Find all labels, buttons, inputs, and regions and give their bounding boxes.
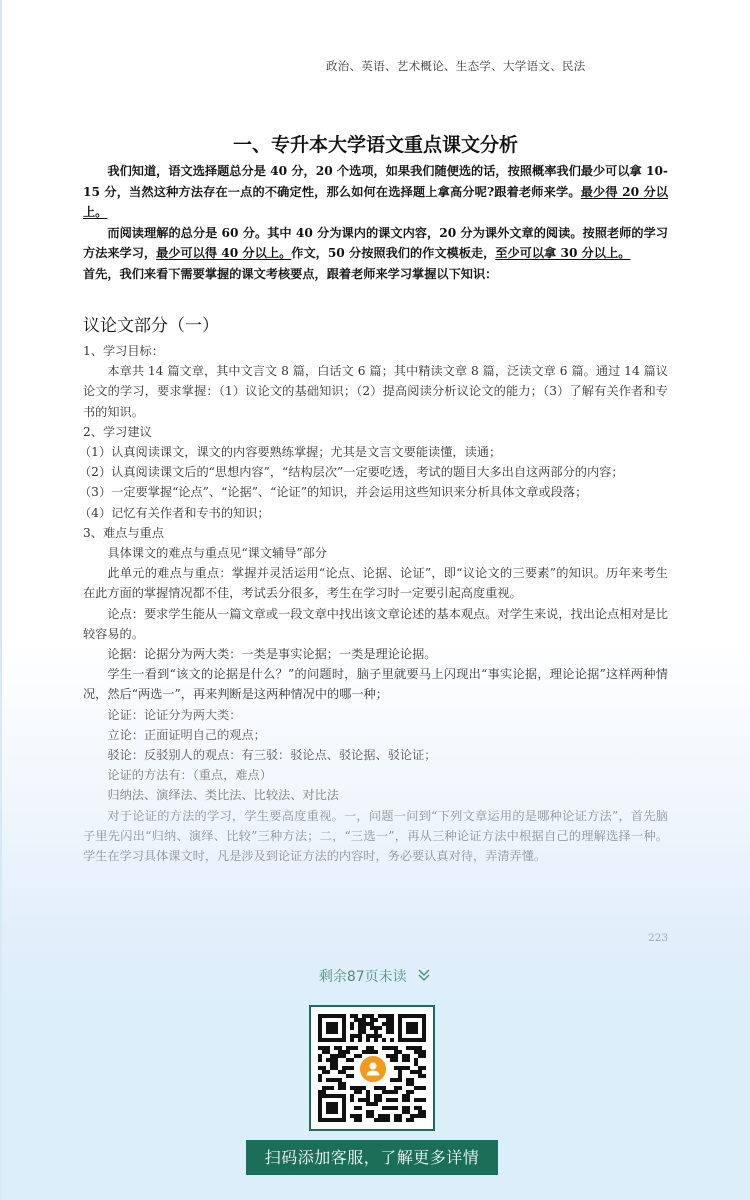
- qr-code: [309, 1005, 435, 1131]
- body-paragraph: 本章共 14 篇文章，其中文言文 8 篇，白话文 6 篇；其中精读文章 8 篇，泛读文章 6 篇。通过 14 篇议论文的学习，要求掌握：（1）议论文的基础知识；（2）提高阅读分析议论文的能力；（3）了解有关作者和专书的知识。: [83, 364, 668, 419]
- advice-item-4: （4）记忆有关作者和专书的知识；: [79, 505, 270, 520]
- body-paragraph: 具体课文的难点与重点见“课文辅导”部分: [107, 546, 328, 561]
- body-paragraph: 论据：论据分为两大类：一类是事实论据；一类是理论论据。: [107, 647, 437, 662]
- body-paragraph: 此单元的难点与重点：掌握并灵活运用“论点、论据、论证”，即“议论文的三要素”的知识。历年来考生在此方面的掌握情况都不佳，考试丢分很多，考生在学习时一定要引起高度重视。: [83, 566, 668, 601]
- user-avatar-icon: [358, 1054, 388, 1084]
- body-paragraph: 对于论证的方法的学习，学生要高度重视。一，问题一问到“下列文章运用的是哪种论证方法”，首先脑子里先闪出“归纳、演绎、比较”三种方法；二，“三选一”，再从三种论证方法中根据自己的理解选择一种。学生在学习具体课文时，凡是涉及到论证方法的内容时，务必要认真对待，弄清弄懂。: [83, 808, 668, 864]
- subheading-difficulties: 3、难点与重点: [83, 525, 164, 540]
- underlined-text: 最少得 20 分以上。: [83, 184, 669, 219]
- double-chevron-down-icon: [417, 968, 431, 986]
- remaining-pages-label: 剩余87页未读: [318, 969, 407, 985]
- section-body: [79, 341, 669, 866]
- body-paragraph: 论证：论证分为两大类：: [107, 707, 242, 722]
- body-paragraph: 归纳法、演绎法、类比法、比较法、对比法: [107, 788, 339, 803]
- advice-item-1: （1）认真阅读课文，课文的内容要熟练掌握；尤其是文言文要能读懂，读通；: [79, 445, 502, 460]
- underlined-text: 至少可以拿 30 分以上。: [495, 246, 631, 260]
- section-heading: 议论文部分（一）: [83, 316, 219, 336]
- page-number: 223: [648, 932, 669, 944]
- intro-paragraph-2: 而阅读理解的总分是 60 分。其中 40 分为课内的课文内容，20 分为课外文章的阅读。按照老师的学习方法来学习，最少可以得 40 分以上。作文，50 分按照我们的作文模板走，至少可以拿 30 分以上。 首先，我们来看下需要掌握的课文考核要点，跟着老师来学习掌握以下知识：: [83, 225, 668, 281]
- body-paragraph: 学生一看到“该文的论据是什么？”的问题时，脑子里就要马上闪现出“事实论据，理论论据”这样两种情况，然后“两选一”，再来判断是这两种情况中的哪一种；: [83, 667, 668, 702]
- body-paragraph: 立论：正面证明自己的观点；: [107, 727, 266, 742]
- add-customer-service-button[interactable]: 扫码添加客服，了解更多详情: [246, 1140, 498, 1175]
- underlined-text: 最少可以得 40 分以上。: [156, 246, 292, 260]
- page-title: 一、专升本大学语文重点课文分析: [232, 134, 518, 156]
- page-left-edge: [0, 0, 2, 1200]
- body-paragraph: 驳论：反驳别人的观点：有三驳：驳论点、驳论据、驳论证；: [107, 748, 437, 763]
- body-paragraph: 论点：要求学生能从一篇文章或一段文章中找出该文章论述的基本观点。对学生来说，找出论点相对是比较容易的。: [83, 606, 669, 641]
- subheading-learning-advice: 2、学习建议: [83, 424, 152, 439]
- intro-paragraph-1: 我们知道，语文选择题总分是 40 分，20 个选项，如果我们随便选的话，按照概率我们最少可以拿 10-15 分，当然这种方法存在一点的不确定性，那么如何在选择题上拿高分呢?跟着老师来学。最少得 20 分以上。: [83, 164, 669, 219]
- body-paragraph: 论证的方法有：（重点，难点）: [107, 768, 272, 783]
- advice-item-2: （2）认真阅读课文后的“思想内容”，“结构层次”一定要吃透，考试的题目大多出自这两部分的内容；: [79, 465, 624, 480]
- subheading-learning-goals: 1、学习目标：: [83, 344, 164, 358]
- running-header: 政治、英语、艺术概论、生态学、大学语文、民法: [326, 59, 586, 73]
- intro-paragraphs: [83, 161, 668, 284]
- expand-remaining-button[interactable]: [0, 966, 750, 986]
- advice-item-3: （3）一定要掌握“论点”、“论据”、“论证”的知识，并会运用这些知识来分析具体文章或段落；: [79, 485, 588, 500]
